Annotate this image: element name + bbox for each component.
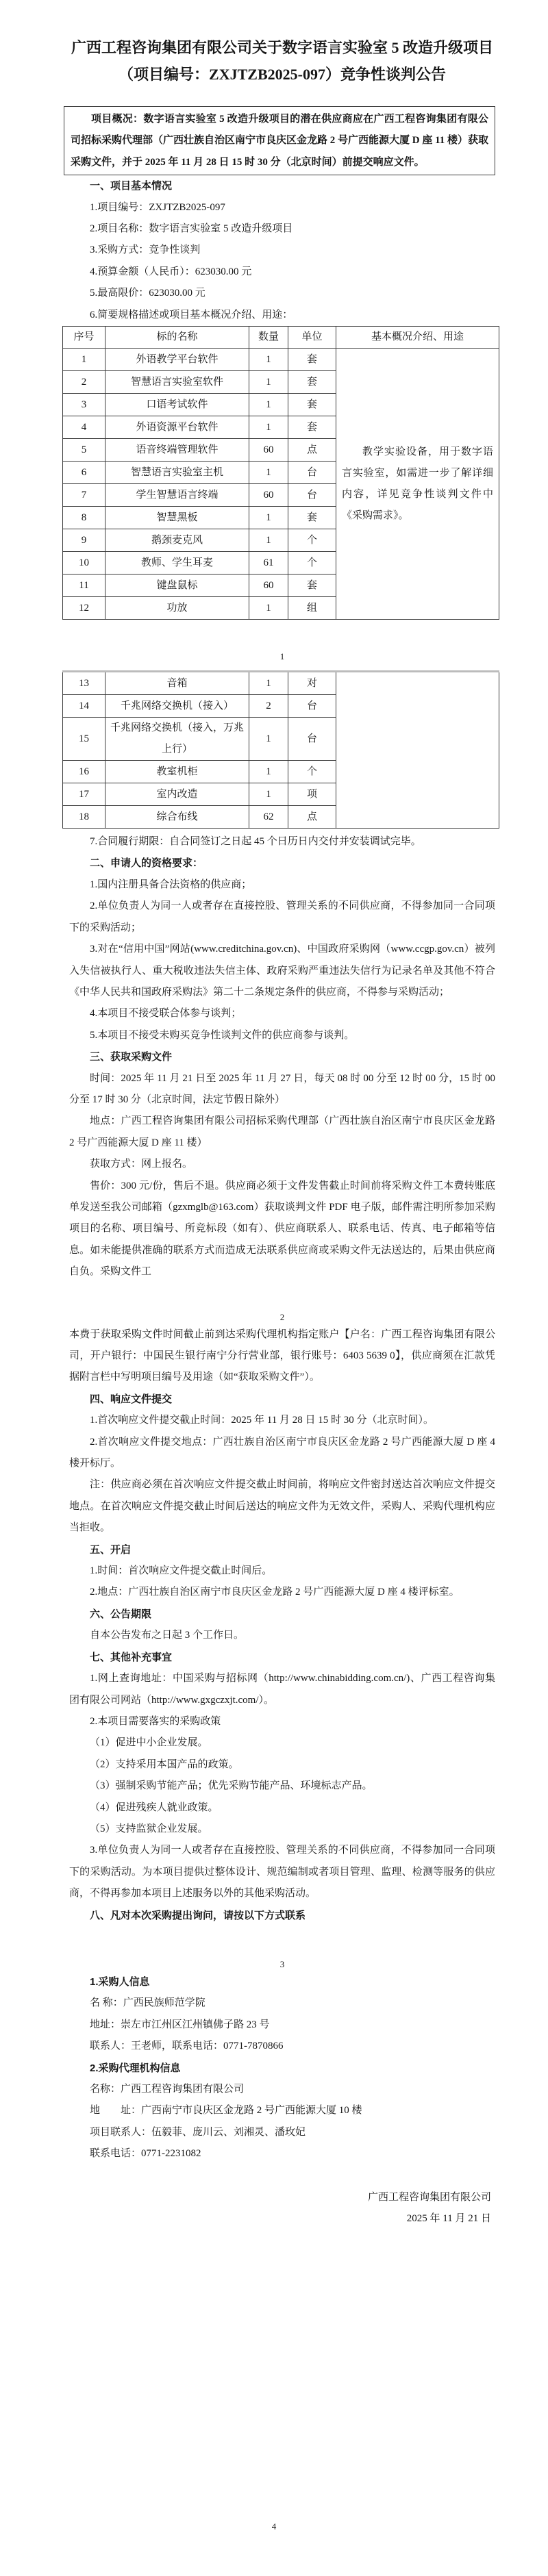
table-cell: 15: [63, 718, 105, 761]
table-cell: 17: [63, 783, 105, 806]
paragraph: 4.本项目不接受联合体参与谈判；: [90, 1008, 242, 1020]
signature-date: 2025 年 11 月 21 日: [406, 2213, 491, 2225]
paragraph: 联系电话：0771-2231082: [90, 2148, 201, 2160]
table-cell: 10: [63, 552, 105, 574]
table-cell: 11: [63, 574, 105, 597]
table-cell: 1: [249, 529, 288, 552]
table-cell: 个: [288, 761, 336, 783]
table-cell: 语音终端管理软件: [105, 439, 249, 462]
page-number-3: 3: [279, 1958, 285, 1969]
table-cell: 5: [63, 439, 105, 462]
table-cell: 点: [288, 806, 336, 829]
paragraph: 名 称：广西民族师范学院: [90, 1997, 206, 2009]
table-cell: 1: [249, 416, 288, 439]
table-cell: 口语考试软件: [105, 394, 249, 416]
paragraph: 1.项目编号：ZXJTZB2025-097: [90, 201, 225, 213]
paragraph: 3.单位负责人为同一人或者存在直接控股、管理关系的不同供应商，不得参加同一合同项下的采购活动。为本项目提供过整体设计、规范编制或者项目管理、监理、检测等服务的供应商，不得再参加本项目上述服务以外的其他采购活动。: [69, 1845, 495, 1899]
table-cell: 智慧语言实验室主机: [105, 462, 249, 484]
table-cell: 1: [63, 349, 105, 371]
table-cell: 60: [249, 439, 288, 462]
section-heading: 八、凡对本次采购提出询问，请按以下方式联系: [90, 1909, 306, 1921]
table-cell: 台: [288, 484, 336, 507]
col-header-unit: 单位: [288, 327, 336, 349]
paragraph: （1）促进中小企业发展。: [90, 1737, 208, 1749]
table-cell: 18: [63, 806, 105, 829]
table-cell: 室内改造: [105, 783, 249, 806]
table-cell: 1: [249, 349, 288, 371]
project-overview-text: 项目概况：数字语言实验室 5 改造升级项目的潜在供应商应在广西工程咨询集团有限公司招标采购代理部（广西壮族自治区南宁市良庆区金龙路 2 号广西能源大厦 D 座 11 楼）获取采购文件，并于 2025 年 11 月 28 日 15 时 30 分（北京时间）前提交响应文件。: [71, 114, 489, 168]
paragraph: 自本公告发布之日起 3 个工作日。: [90, 1630, 245, 1641]
table-cell: 千兆网络交换机（接入）: [105, 695, 249, 718]
paragraph: （4）促进残疾人就业政策。: [90, 1802, 219, 1813]
table-header-row: [63, 327, 499, 349]
section-heading: 六、公告期限: [90, 1608, 152, 1620]
paragraph: 2.地点：广西壮族自治区南宁市良庆区金龙路 2 号广西能源大厦 D 座 4 楼评标室。: [90, 1587, 460, 1598]
table-cell: 13: [63, 672, 105, 695]
table-cell: 外语资源平台软件: [105, 416, 249, 439]
table-cell: 1: [249, 507, 288, 529]
paragraph: 地点：广西工程咨询集团有限公司招标采购代理部（广西壮族自治区南宁市良庆区金龙路 2 号广西能源大厦 D 座 11 楼）: [69, 1115, 495, 1148]
table-row: [63, 349, 499, 371]
section-heading: 三、获取采购文件: [90, 1051, 173, 1063]
col-header-desc: 基本概况介绍、用途: [336, 327, 499, 349]
paragraph: （2）支持采用本国产品的政策。: [90, 1758, 239, 1770]
table-cell: 智慧黑板: [105, 507, 249, 529]
section-submission: [69, 1324, 495, 1926]
paragraph: 1.时间：首次响应文件提交截止时间后。: [90, 1565, 273, 1577]
table-cell: 1: [249, 783, 288, 806]
table-cell: 2: [249, 695, 288, 718]
paragraph: 注：供应商必须在首次响应文件提交截止时间前，将响应文件密封送达首次响应文件提交地点。在首次响应文件提交截止时间后送达的响应文件为无效文件，采购人、采购代理机构应当拒收。: [69, 1479, 495, 1534]
table-cell: 台: [288, 718, 336, 761]
table-cell: 1: [249, 371, 288, 394]
table-cell: 套: [288, 507, 336, 529]
paragraph: 7.合同履行期限：自合同签订之日起 45 个日历日内交付并安装调试完毕。: [90, 836, 421, 848]
table-cell: 1: [249, 718, 288, 761]
paragraph: （3）强制采购节能产品；优先采购节能产品、环境标志产品。: [90, 1780, 373, 1792]
table-cell: 1: [249, 462, 288, 484]
table-cell: 60: [249, 484, 288, 507]
paragraph: 1.国内注册具备合法资格的供应商；: [90, 879, 252, 890]
paragraph: 获取方式：网上报名。: [90, 1159, 193, 1170]
page-number-2: 2: [279, 1311, 285, 1322]
section-basic-info: [69, 175, 495, 326]
table-cell: 台: [288, 462, 336, 484]
paragraph: 3.采购方式：竞争性谈判: [90, 244, 201, 256]
section-heading: 五、开启: [90, 1543, 132, 1556]
table-note-cell: [336, 672, 499, 829]
table-cell: 音箱: [105, 672, 249, 695]
paragraph: 6.简要规格描述或项目基本概况介绍、用途：: [90, 309, 293, 320]
paragraph: 5.本项目不接受未购买竞争性谈判文件的供应商参与谈判。: [90, 1029, 355, 1041]
section-heading: 2.采购代理机构信息: [90, 2062, 181, 2074]
project-overview-box: [64, 106, 495, 175]
table-cell: 千兆网络交换机（接入，万兆上行）: [105, 718, 249, 761]
paragraph: （5）支持监狱企业发展。: [90, 1823, 208, 1834]
table-cell: 9: [63, 529, 105, 552]
table-cell: 60: [249, 574, 288, 597]
table-cell: 组: [288, 597, 336, 620]
table-cell: 鹅颈麦克风: [105, 529, 249, 552]
page-number-1: 1: [279, 651, 285, 662]
col-header-seq: 序号: [63, 327, 105, 349]
table-cell: 套: [288, 416, 336, 439]
table-cell: 综合布线: [105, 806, 249, 829]
paragraph: 2.项目名称：数字语言实验室 5 改造升级项目: [90, 223, 293, 235]
doc-title-line-1: 广西工程咨询集团有限公司关于数字语言实验室 5 改造升级项目: [71, 39, 493, 56]
table-cell: 学生智慧语言终端: [105, 484, 249, 507]
doc-title-line-2: （项目编号：ZXJTZB2025-097）竞争性谈判公告: [119, 66, 446, 83]
paragraph: 售价：300 元/份，售后不退。供应商必须于文件发售截止时间前将采购文件工本费转账底单发送至我公司邮箱（gzxmglb@163.com）获取谈判文件 PDF 电子版，邮件需注明所参加采购项目的名称、项目编号、所竞标段（如有）、供应商联系人、联系电话、传真、电子邮箱等信息。如未能提供准确的联系方式而造成无法联系供应商或采购文件无法送达的，后果由供应商自负。采购文件工: [69, 1180, 495, 1278]
paragraph: 地 址：广西南宁市良庆区金龙路 2 号广西能源大厦 10 楼: [90, 2105, 362, 2117]
paragraph: 2.单位负责人为同一人或者存在直接控股、管理关系的不同供应商，不得参加同一合同项下的采购活动；: [69, 900, 495, 933]
table-cell: 1: [249, 761, 288, 783]
paragraph: 2.本项目需要落实的采购政策: [90, 1715, 221, 1727]
table-cell: 62: [249, 806, 288, 829]
table-cell: 8: [63, 507, 105, 529]
table-note-cell: [336, 349, 499, 620]
table-row: [63, 672, 499, 695]
paragraph: 2.首次响应文件提交地点：广西壮族自治区南宁市良庆区金龙路 2 号广西能源大厦 D 座 4 楼开标厅。: [69, 1436, 495, 1469]
table-note-text: 教学实验设备，用于数字语言实验室，如需进一步了解详细内容，详见竞争性谈判文件中《采购需求》。: [342, 446, 493, 521]
table-cell: 台: [288, 695, 336, 718]
table-cell: 个: [288, 529, 336, 552]
table-cell: 3: [63, 394, 105, 416]
items-table-page2: [62, 670, 499, 829]
paragraph: 本费于获取采购文件时间截止前到达采购代理机构指定账户【户名：广西工程咨询集团有限公司，开户银行：中国民生银行南宁分行营业部，银行账号：6403 5639 0】，供应商须在汇款凭据附言栏中写明项目编号及用途（如“获取采购文件”）。: [69, 1328, 495, 1383]
section-heading: 二、申请人的资格要求：: [90, 857, 203, 870]
paragraph: 地址：崇左市江州区江州镇佛子路 23 号: [90, 2019, 270, 2030]
page-number-4: 4: [271, 2521, 277, 2531]
table-cell: 套: [288, 394, 336, 416]
table-cell: 键盘鼠标: [105, 574, 249, 597]
paragraph: 5.最高限价：623030.00 元: [90, 288, 206, 299]
table-cell: 功放: [105, 597, 249, 620]
paragraph: 3.对在“信用中国”网站(www.creditchina.gov.cn)、中国政府采购网（www.ccgp.gov.cn）被列入失信被执行人、重大税收违法失信主体、政府采购严重违法失信行为记录名单及其他不符合《中华人民共和国政府采购法》第二十二条规定条件的供应商，不得参与采购活动；: [69, 944, 495, 998]
table-cell: 1: [249, 672, 288, 695]
table-cell: 套: [288, 574, 336, 597]
table-cell: 61: [249, 552, 288, 574]
signature-company: 广西工程咨询集团有限公司: [367, 2191, 491, 2203]
table-cell: 16: [63, 761, 105, 783]
paragraph: 4.预算金额（人民币）：623030.00 元: [90, 266, 252, 277]
paragraph: 时间：2025 年 11 月 21 日至 2025 年 11 月 27 日，每天 08 时 00 分至 12 时 00 分，15 时 00 分至 17 时 30 分（北京时间，法定节假日除外）: [69, 1072, 495, 1105]
items-table-page1: [62, 326, 499, 620]
table-cell: 1: [249, 597, 288, 620]
table-cell: 个: [288, 552, 336, 574]
section-requirements: [69, 831, 495, 1283]
table-cell: 2: [63, 371, 105, 394]
table-cell: 14: [63, 695, 105, 718]
table-cell: 4: [63, 416, 105, 439]
table-cell: 点: [288, 439, 336, 462]
table-cell: 外语教学平台软件: [105, 349, 249, 371]
section-heading: 一、项目基本情况: [90, 180, 173, 192]
table-cell: 教室机柜: [105, 761, 249, 783]
paragraph: 项目联系人：伍毅菲、庞川云、刘湘灵、潘玫妃: [90, 2126, 306, 2138]
table-cell: 1: [249, 394, 288, 416]
table-cell: 对: [288, 672, 336, 695]
paragraph: 1.网上查询地址：中国采购与招标网（http://www.chinabidding.com.cn/)、广西工程咨询集团有限公司网站（http://www.gxgczxjt.com/）。: [69, 1673, 495, 1706]
section-contacts: [69, 1971, 495, 2165]
signature-block: [69, 2187, 495, 2230]
table-cell: 6: [63, 462, 105, 484]
paragraph: 名称：广西工程咨询集团有限公司: [90, 2084, 245, 2095]
table-cell: 7: [63, 484, 105, 507]
section-heading: 七、其他补充事宜: [90, 1651, 173, 1663]
table-cell: 教师、学生耳麦: [105, 552, 249, 574]
col-header-qty: 数量: [249, 327, 288, 349]
section-heading: 四、响应文件提交: [90, 1393, 173, 1405]
paragraph: 1.首次响应文件提交截止时间：2025 年 11 月 28 日 15 时 30 分（北京时间）。: [90, 1415, 434, 1426]
paragraph: 联系人：王老师，联系电话：0771-7870866: [90, 2041, 284, 2052]
table-cell: 智慧语言实验室软件: [105, 371, 249, 394]
col-header-name: 标的名称: [105, 327, 249, 349]
table-cell: 套: [288, 349, 336, 371]
table-cell: 12: [63, 597, 105, 620]
table-cell: 项: [288, 783, 336, 806]
section-heading: 1.采购人信息: [90, 1975, 150, 1988]
table-cell: 套: [288, 371, 336, 394]
